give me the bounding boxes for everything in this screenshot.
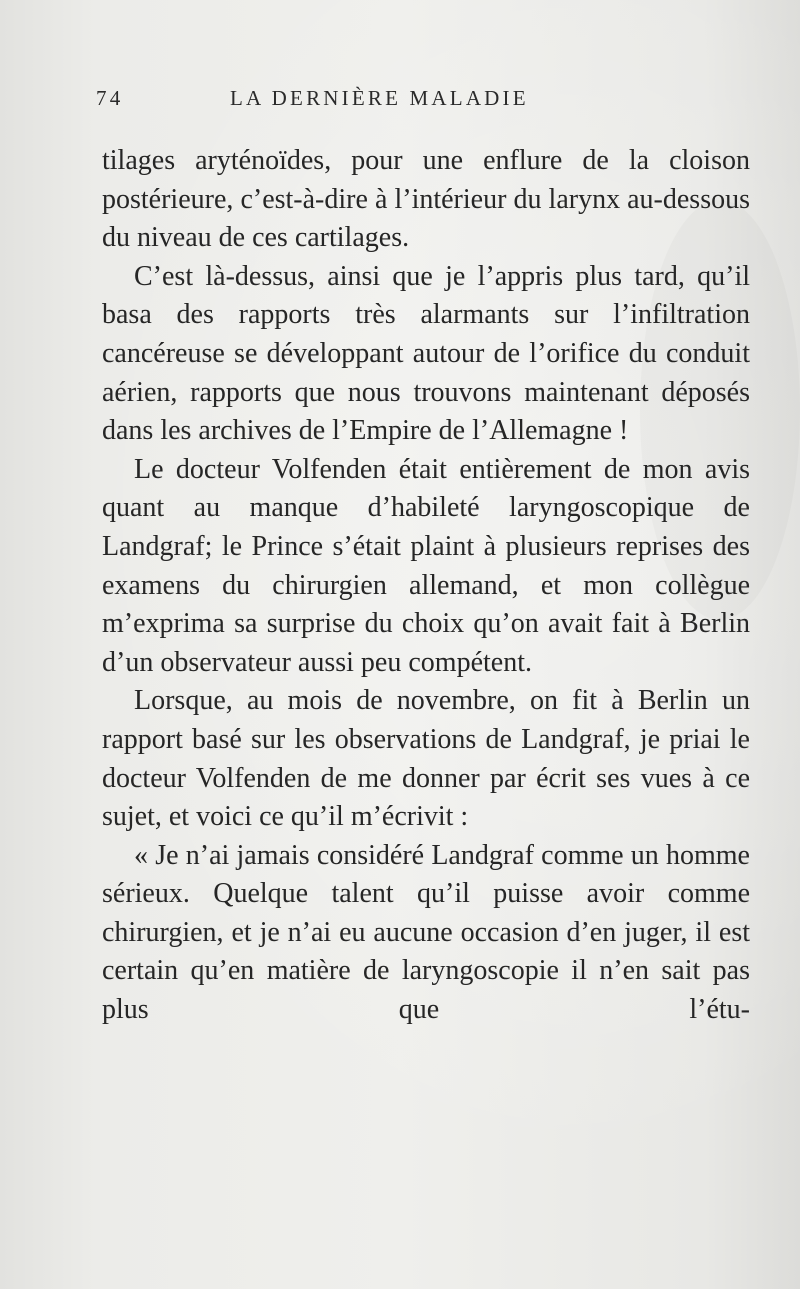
running-head <box>96 86 756 120</box>
quoted-paragraph: « Je n’ai jamais considéré Landgraf comme un homme sérieux. Quelque talent qu’il puisse avoir comme chirurgien, et je n’ai eu aucune occasion d’en juger, il est certain qu’en matière de laryngoscopie il n’en sait pas plus que l’étu- <box>102 839 750 1026</box>
running-title: LA DERNIÈRE MALADIE <box>230 86 529 110</box>
body-text <box>102 142 750 1030</box>
page-number: 74 <box>96 86 124 110</box>
paragraph: Lorsque, au mois de novembre, on fit à Berlin un rapport basé sur les observations de Landgraf, je priai le docteur Volfenden de me donner par écrit ses vues à ce sujet, et voici ce qu’il m’écrivit : <box>102 685 750 833</box>
paragraph: Le docteur Volfenden était entièrement de mon avis quant au manque d’habileté laryngoscopique de Landgraf; le Prince s’était plaint à plusieurs reprises des examens du chirurgien allemand, et mon collègue m’exprima sa surprise du choix qu’on avait fait à Berlin d’un observateur aussi peu compétent. <box>102 453 750 678</box>
paragraph-continuation: tilages aryténoïdes, pour une enflure de la cloison postérieure, c’est-à-dire à l’intérieur du larynx au-dessous du niveau de ces cartilages. <box>102 145 750 254</box>
paragraph: C’est là-dessus, ainsi que je l’appris plus tard, qu’il basa des rapports très alarmants sur l’infiltration cancéreuse se développant autour de l’orifice du conduit aérien, rapports que nous trouvons maintenant déposés dans les archives de l’Empire de l’Allemagne ! <box>102 260 750 447</box>
